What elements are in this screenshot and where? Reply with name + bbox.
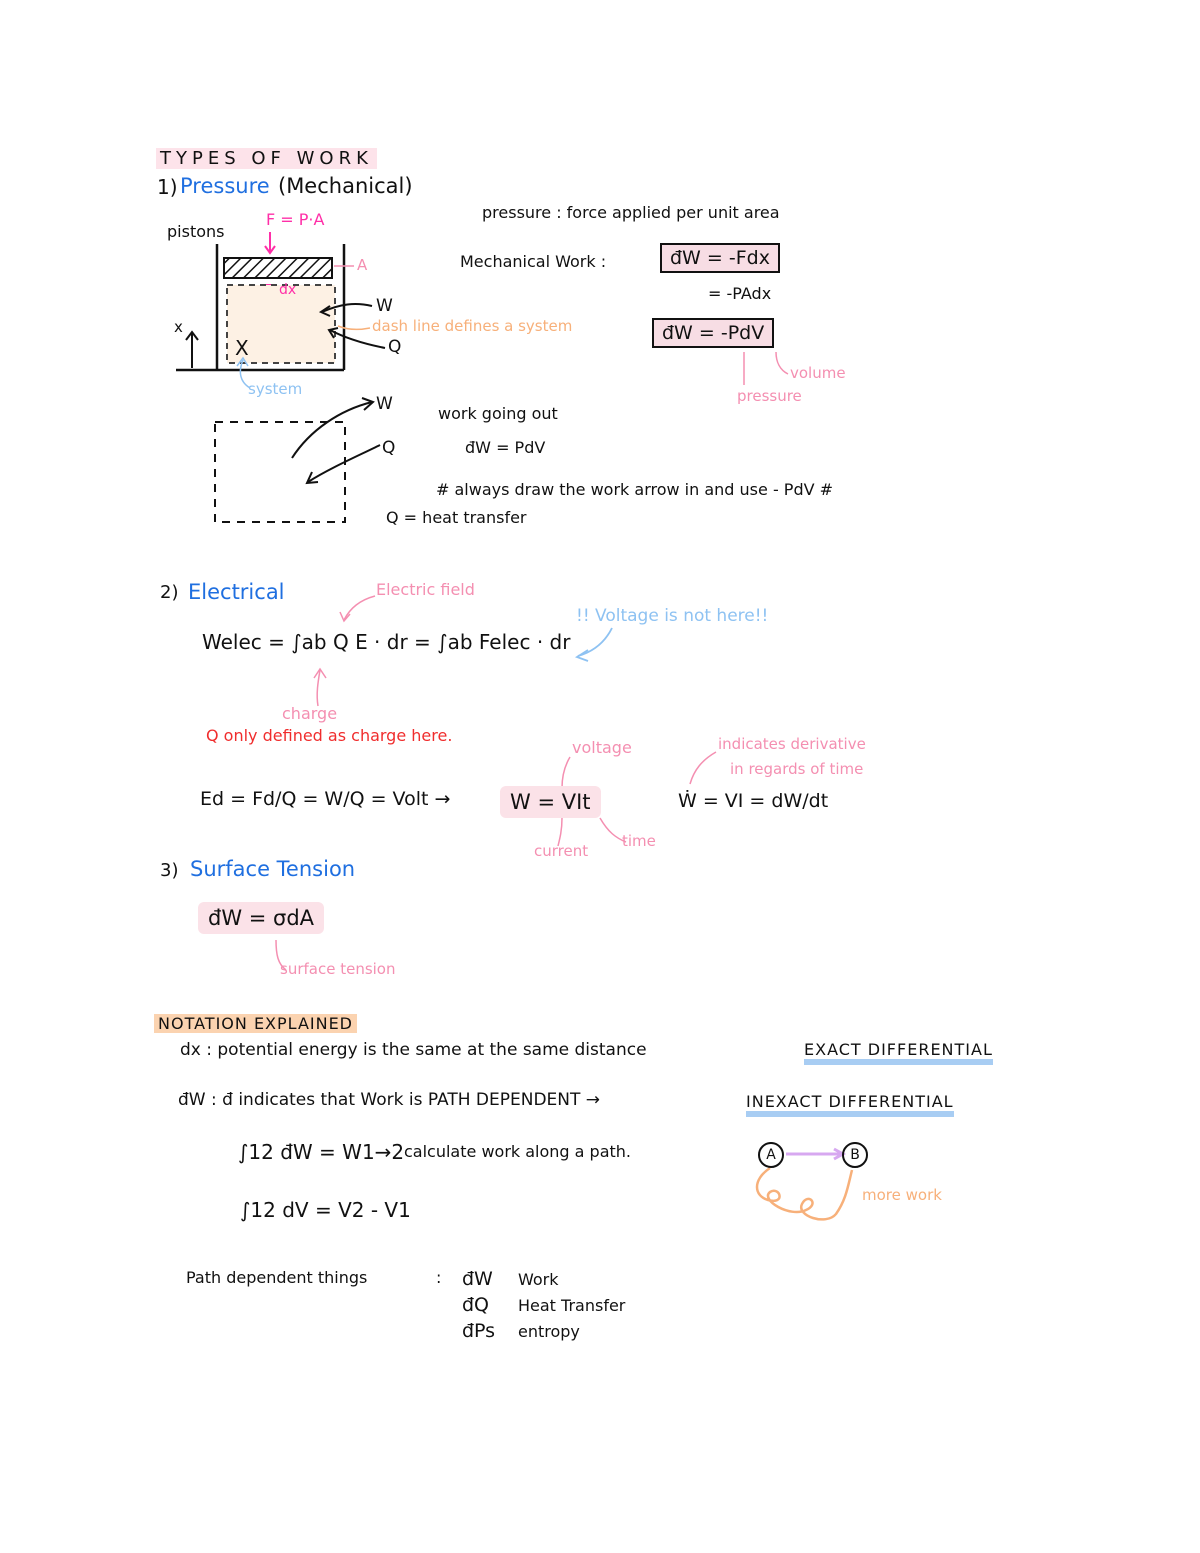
vit-equation: W = VIt <box>500 786 601 818</box>
derivative-note-2: in regards of time <box>730 760 864 778</box>
pressure-label: pressure <box>737 387 802 405</box>
x-label: x <box>174 318 183 336</box>
piston-head <box>224 258 332 278</box>
always-note: # always draw the work arrow in and use - PdV # <box>436 480 834 499</box>
path-item-sym: đW <box>462 1268 493 1290</box>
surface-tension-label: surface tension <box>280 960 396 978</box>
charge-label: charge <box>282 704 338 723</box>
notation-heading: NOTATION EXPLAINED <box>154 1014 357 1033</box>
section-1-subheading: (Mechanical) <box>278 174 413 198</box>
equation-fdx: đW = -Fdx <box>660 243 780 273</box>
voltage-note-pointer <box>578 628 612 656</box>
electrical-work-equation: Welec = ∫ab Q E · dr = ∫ab Felec · dr <box>202 630 571 654</box>
dash-line-note: dash line defines a system <box>372 317 573 335</box>
area-label: A <box>357 256 368 274</box>
path-item-label: Work <box>518 1270 559 1289</box>
w-label: W <box>376 296 393 316</box>
path-dependent-title: Path dependent things <box>186 1268 368 1287</box>
charge-pointer <box>317 670 320 706</box>
power-equation: Ẇ = VI = dW/dt <box>678 790 829 812</box>
section-3-number: 3) <box>160 860 179 881</box>
equation-padx: = -PAdx <box>708 284 772 303</box>
node-a: A <box>758 1142 784 1168</box>
path-item-sym: đQ <box>462 1294 490 1316</box>
path-dependent-colon: : <box>436 1268 442 1287</box>
equation-pdv: đW = -PdV <box>652 318 774 348</box>
section-3-heading: Surface Tension <box>190 857 356 881</box>
system-x-mark: X <box>235 336 249 360</box>
q-in-label: Q <box>382 438 396 458</box>
volume-label: volume <box>790 364 846 382</box>
electric-field-label: Electric field <box>376 580 475 599</box>
volt-equation: Ed = Fd/Q = W/Q = Volt → <box>200 788 451 810</box>
more-work-label: more work <box>862 1186 942 1204</box>
exact-differential-line: dx : potential energy is the same at the same distance <box>180 1040 647 1060</box>
voltage-not-here-note: !! Voltage is not here!! <box>576 606 769 626</box>
work-going-out-equation: đW = PdV <box>465 438 546 457</box>
page-title: TYPES OF WORK <box>156 148 377 169</box>
voltage-label: voltage <box>572 738 632 757</box>
work-going-out: work going out <box>438 404 558 423</box>
path-item-label: entropy <box>518 1322 580 1341</box>
system-label: system <box>248 380 303 398</box>
q-charge-note: Q only defined as charge here. <box>206 726 453 745</box>
surface-tension-equation: đW = σdA <box>198 902 324 934</box>
inexact-differential-line: đW : đ indicates that Work is PATH DEPENDENT → <box>178 1090 601 1110</box>
volume-integral: ∫12 dV = V2 - V1 <box>240 1198 411 1222</box>
mechanical-work-label: Mechanical Work : <box>460 252 607 271</box>
winding-path <box>757 1168 852 1219</box>
dx-label: dx <box>279 282 297 298</box>
path-item-sym: đPs <box>462 1320 496 1342</box>
path-item-label: Heat Transfer <box>518 1296 626 1315</box>
pistons-label: pistons <box>167 222 225 241</box>
node-b: B <box>842 1142 868 1168</box>
work-out-arrow <box>292 402 372 458</box>
current-label: current <box>534 842 589 860</box>
work-integral: ∫12 đW = W1→2 <box>238 1140 405 1164</box>
section-2-number: 2) <box>160 582 179 603</box>
section-2-heading: Electrical <box>188 580 285 604</box>
exact-differential-tag: EXACT DIFFERENTIAL <box>804 1040 993 1065</box>
inexact-differential-tag: INEXACT DIFFERENTIAL <box>746 1092 954 1117</box>
q-definition: Q = heat transfer <box>386 508 527 527</box>
section-1-number: 1) <box>157 175 178 199</box>
work-integral-note: calculate work along a path. <box>404 1142 632 1161</box>
pressure-definition: pressure : force applied per unit area <box>482 203 780 222</box>
time-label: time <box>622 832 656 850</box>
section-1-heading: Pressure <box>180 174 270 198</box>
force-label: F = P·A <box>266 210 325 229</box>
w-out-label: W <box>376 394 393 414</box>
q-label: Q <box>388 337 402 357</box>
derivative-note-1: indicates derivative <box>718 735 866 753</box>
